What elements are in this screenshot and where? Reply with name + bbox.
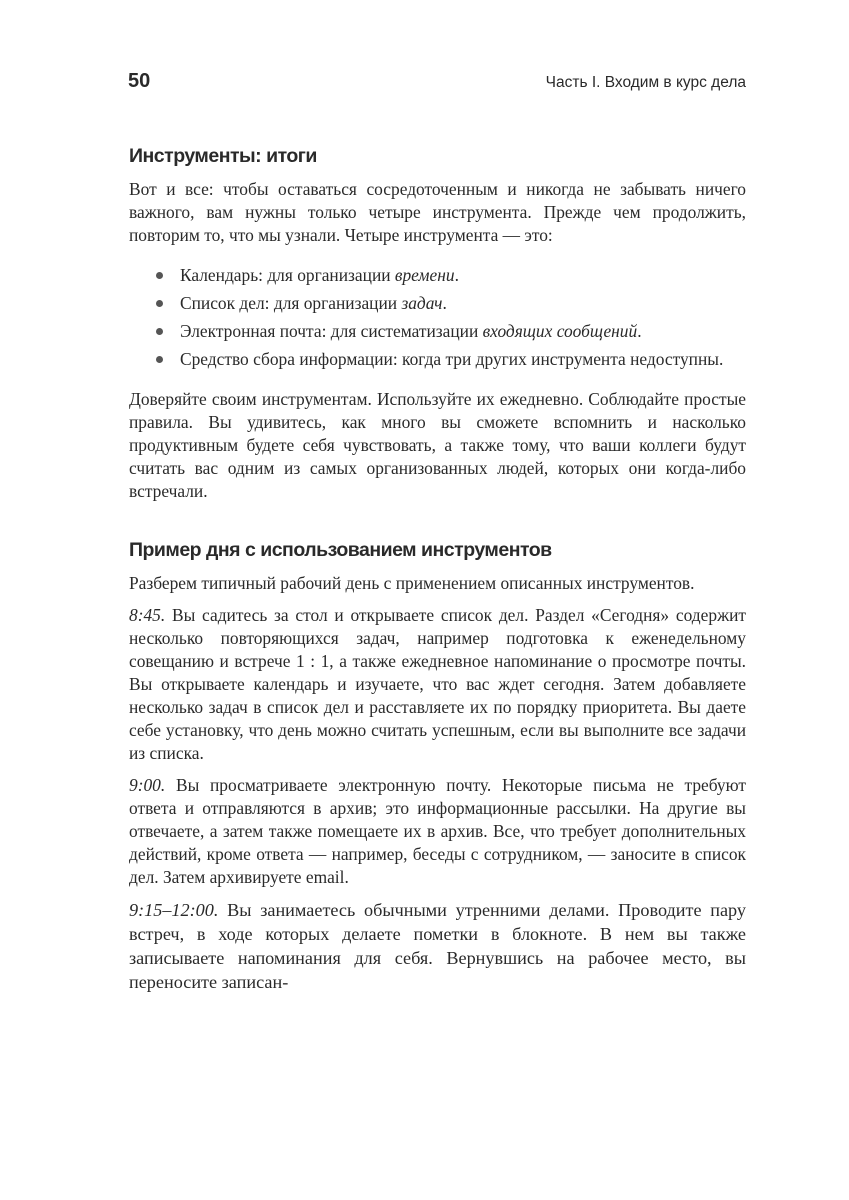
schedule-entry-0845: 8:45. Вы садитесь за стол и открываете список дел. Раздел «Сегодня» содержит несколько повторяющихся задач, например подготовка к еженедельному совещанию и встрече 1 : 1, а также ежедневное напоминание о просмотре почты. Вы открываете календарь и изучаете, что вас ждет сегодня. Затем добавляете несколько задач в список дел и расставляете их по порядку приоритета. Вы даете себе установку, что день можно считать успешным, если вы выполните все задачи из списка. — [129, 605, 746, 763]
section-heading-day-example: Пример дня с использованием инструментов — [129, 539, 552, 561]
page-number: 50 — [128, 70, 151, 92]
schedule-entry-0915-1200: 9:15–12:00. Вы занимаетесь обычными утренними делами. Проводите пару встреч, в ходе которых делаете пометки в блокноте. В нем вы также записываете напоминания для себя. Вернувшись на рабочее место, вы переносите записан- — [129, 900, 746, 992]
page-content — [129, 143, 746, 994]
list-item-email: Электронная почта: для систематизации входящих сообщений. — [129, 320, 746, 343]
running-head: Часть I. Входим в курс дела — [545, 74, 746, 91]
tools-intro-paragraph: Вот и все: чтобы оставаться сосредоточенным и никогда не забывать ничего важного, вам нужны только четыре инструмента. Прежде чем продолжить, повторим то, что мы узнали. Четыре инструмента — это: — [129, 179, 746, 245]
tools-list — [129, 264, 746, 371]
tools-conclusion-paragraph: Доверяйте своим инструментам. Используйте их ежедневно. Соблюдайте простые правила. Вы удивитесь, как много вы сможете вспомнить и насколько продуктивным будете себя чувствовать, а также тому, что ваши коллеги будут считать вас одним из самых организованных людей, которых они когда-либо встречали. — [129, 389, 746, 501]
list-item-todo: Список дел: для организации задач. — [129, 292, 746, 315]
list-item-calendar: Календарь: для организации времени. — [129, 264, 746, 287]
time-label: 9:15–12:00. — [129, 900, 219, 920]
section-heading-tools-summary: Инструменты: итоги — [129, 145, 317, 167]
list-item-capture-tool: Средство сбора информации: когда три других инструмента недоступны. — [129, 348, 746, 371]
time-label: 8:45. — [129, 605, 166, 625]
day-example-intro-paragraph: Разберем типичный рабочий день с применением описанных инструментов. — [129, 573, 695, 593]
time-label: 9:00. — [129, 775, 166, 795]
schedule-entry-0900: 9:00. Вы просматриваете электронную почту. Некоторые письма не требуют ответа и отправляются в архив; это информационные рассылки. На другие вы отвечаете, а затем также помещаете их в архив. Все, что требует дополнительных действий, кроме ответа — например, беседы с сотрудником, — заносите в список дел. Затем архивируете email. — [129, 775, 746, 887]
